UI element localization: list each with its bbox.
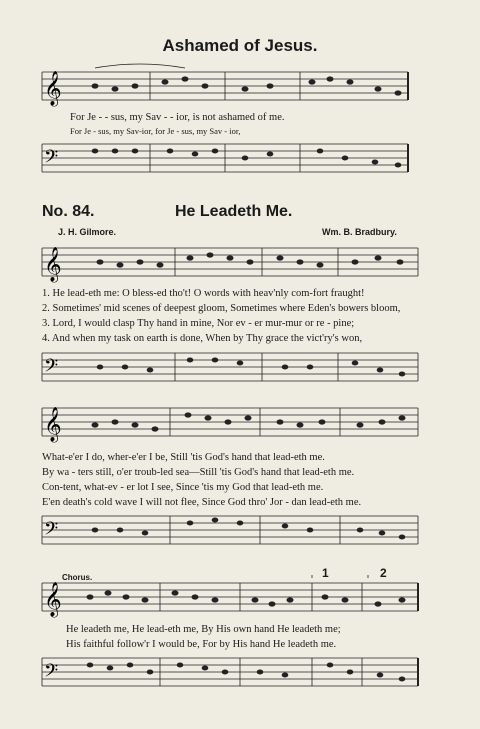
second-ending-mark: 2 <box>380 566 387 580</box>
staff-system-2-bass <box>0 345 480 393</box>
hymn-number: No. 84. <box>42 203 95 220</box>
chorus-label: Chorus. <box>62 573 93 582</box>
svg-text:𝄢: 𝄢 <box>44 519 59 544</box>
svg-text:𝄞: 𝄞 <box>44 407 62 442</box>
svg-text:𝄢: 𝄢 <box>44 661 59 686</box>
verse-1-line-b: What-e'er I do, wher-e'er I be, Still 'tis God's hand that lead-eth me. <box>42 452 325 463</box>
svg-text:𝄞: 𝄞 <box>44 71 62 106</box>
verse-3-line-b: Con-tent, what-ev - er lot I see, Since 'tis my God that lead-eth me. <box>42 482 324 493</box>
verse-4-line-b: E'en death's cold wave I will not flee, Since God thro' Jor - dan lead-eth me. <box>42 497 362 508</box>
svg-text:𝄢: 𝄢 <box>44 147 59 172</box>
verse-1-line-a: 1. He lead-eth me: O bless-ed tho't! O words with heav'nly com-fort fraught! <box>42 288 365 299</box>
staff-system-1-treble <box>0 60 480 110</box>
hymn-author: J. H. Gilmore. <box>58 227 117 237</box>
chorus-line-2: His faithful follow'r I would be, For by His hand He leadeth me. <box>66 639 337 650</box>
svg-text:𝄢: 𝄢 <box>44 356 59 381</box>
staff-system-4-treble <box>0 575 480 623</box>
hymn1-lyrics-bottom: For Je - sus, my Sav-ior, for Je - sus, my Sav - ior, <box>70 126 241 136</box>
hymn1-lyrics-top: For Je - - sus, my Sav - - ior, is not ashamed of me. <box>70 112 285 123</box>
first-ending-mark: 1 <box>322 566 329 580</box>
svg-text:𝄞: 𝄞 <box>44 582 62 617</box>
staff-system-3-bass <box>0 508 480 556</box>
hymn-composer: Wm. B. Bradbury. <box>322 227 397 237</box>
chorus-line-1: He leadeth me, He lead-eth me, By His own hand He leadeth me; <box>66 624 341 635</box>
verse-2-line-a: 2. Sometimes' mid scenes of deepest gloom, Sometimes where Eden's bowers bloom, <box>42 303 401 314</box>
hymn-title-he-leadeth-me: He Leadeth Me. <box>175 203 293 220</box>
verse-2-line-b: By wa - ters still, o'er troub-led sea—Still 'tis God's hand that lead-eth me. <box>42 467 355 478</box>
staff-system-3-treble <box>0 400 480 450</box>
verse-4-line-a: 4. And when my task on earth is done, When by Thy grace the vict'ry's won, <box>42 333 363 344</box>
svg-text:𝄞: 𝄞 <box>44 247 62 282</box>
hymn-title-ashamed-of-jesus: Ashamed of Jesus. <box>162 36 318 55</box>
verse-3-line-a: 3. Lord, I would clasp Thy hand in mine, Nor ev - er mur-mur or re - pine; <box>42 318 355 329</box>
staff-system-4-bass <box>0 650 480 698</box>
staff-system-1-bass <box>0 138 480 188</box>
staff-system-2-treble <box>0 236 480 286</box>
